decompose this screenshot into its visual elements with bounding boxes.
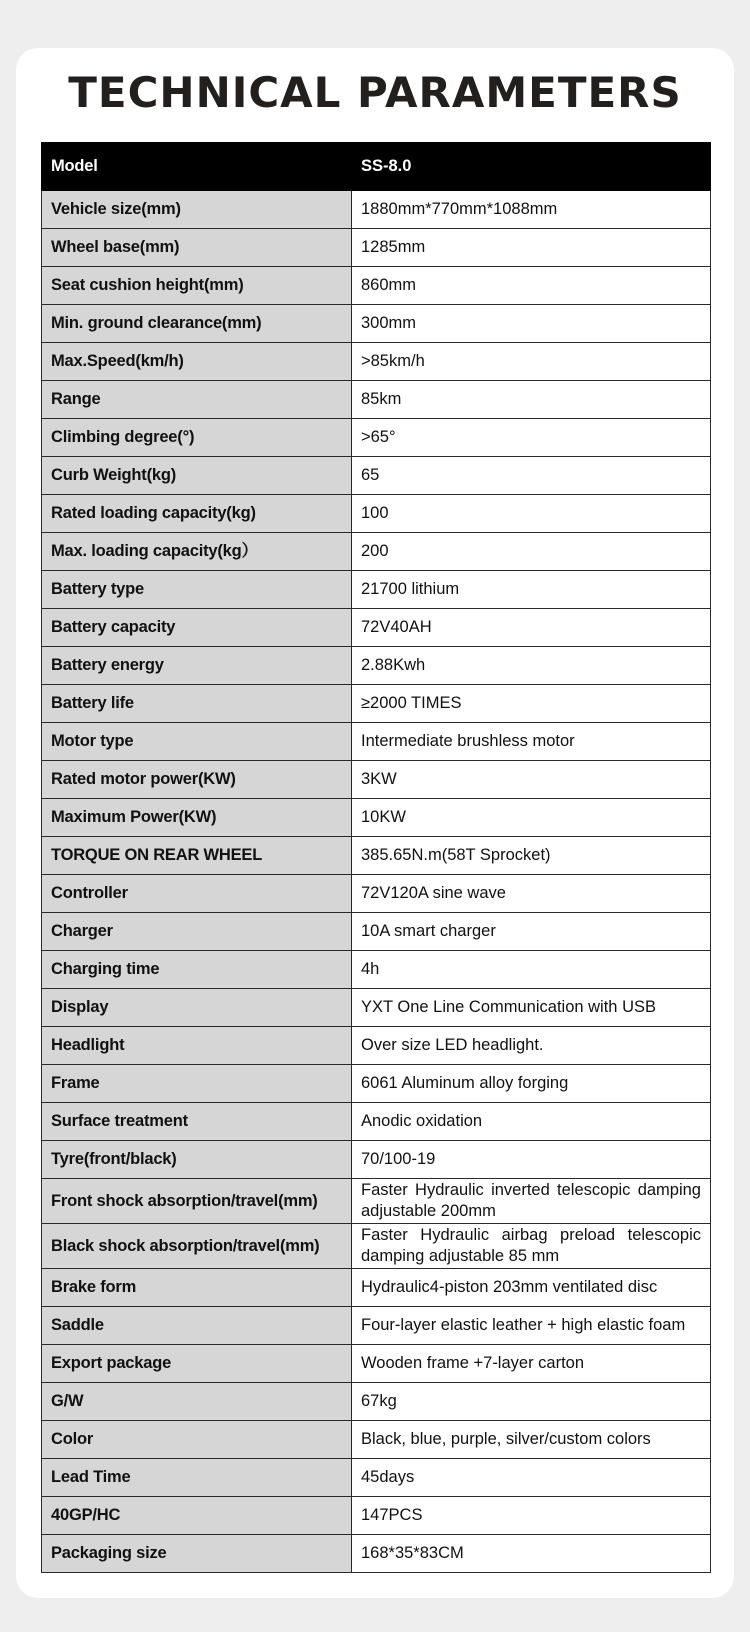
table-row — [42, 419, 711, 457]
spec-value: Four-layer elastic leather + high elastic foam — [352, 1307, 711, 1345]
page-title: TECHNICAL PARAMETERS — [68, 68, 682, 117]
spec-value: Hydraulic4-piston 203mm ventilated disc — [352, 1269, 711, 1307]
spec-value: 10KW — [352, 799, 711, 837]
spec-label: Motor type — [42, 723, 352, 761]
table-row — [42, 1383, 711, 1421]
spec-label: Max. loading capacity(kg） — [42, 533, 352, 571]
spec-value: 100 — [352, 495, 711, 533]
spec-label: Surface treatment — [42, 1103, 352, 1141]
header-label: Model — [42, 143, 352, 191]
table-row — [42, 989, 711, 1027]
table-row — [42, 533, 711, 571]
table-header-row — [42, 143, 711, 191]
table-row — [42, 875, 711, 913]
spec-table — [41, 142, 711, 1573]
spec-value: Faster Hydraulic inverted telescopic damping adjustable 200mm — [352, 1179, 711, 1224]
spec-label: Brake form — [42, 1269, 352, 1307]
spec-label: Front shock absorption/travel(mm) — [42, 1179, 352, 1224]
spec-value: Faster Hydraulic airbag preload telescopic damping adjustable 85 mm — [352, 1224, 711, 1269]
spec-label: Min. ground clearance(mm) — [42, 305, 352, 343]
table-row — [42, 457, 711, 495]
spec-label: Battery type — [42, 571, 352, 609]
spec-label: Packaging size — [42, 1535, 352, 1573]
table-row — [42, 1497, 711, 1535]
spec-value: 300mm — [352, 305, 711, 343]
spec-value: ≥2000 TIMES — [352, 685, 711, 723]
table-row — [42, 913, 711, 951]
spec-label: 40GP/HC — [42, 1497, 352, 1535]
table-row — [42, 799, 711, 837]
spec-label: Max.Speed(km/h) — [42, 343, 352, 381]
spec-label: Rated motor power(KW) — [42, 761, 352, 799]
spec-value: 6061 Aluminum alloy forging — [352, 1065, 711, 1103]
table-row — [42, 1224, 711, 1269]
spec-value: 70/100-19 — [352, 1141, 711, 1179]
table-row — [42, 305, 711, 343]
spec-value: 3KW — [352, 761, 711, 799]
spec-label: Vehicle size(mm) — [42, 191, 352, 229]
table-row — [42, 1421, 711, 1459]
table-row — [42, 951, 711, 989]
table-row — [42, 1269, 711, 1307]
spec-label: G/W — [42, 1383, 352, 1421]
spec-value: 65 — [352, 457, 711, 495]
table-row — [42, 381, 711, 419]
table-row — [42, 1535, 711, 1573]
spec-value: Intermediate brushless motor — [352, 723, 711, 761]
spec-value: 10A smart charger — [352, 913, 711, 951]
table-row — [42, 1027, 711, 1065]
spec-label: Rated loading capacity(kg) — [42, 495, 352, 533]
spec-value: 1880mm*770mm*1088mm — [352, 191, 711, 229]
spec-value: 67kg — [352, 1383, 711, 1421]
table-row — [42, 609, 711, 647]
spec-label: Climbing degree(°) — [42, 419, 352, 457]
spec-label: Range — [42, 381, 352, 419]
spec-label: Wheel base(mm) — [42, 229, 352, 267]
table-row — [42, 1345, 711, 1383]
spec-label: Curb Weight(kg) — [42, 457, 352, 495]
spec-value: 72V40AH — [352, 609, 711, 647]
spec-label: Battery life — [42, 685, 352, 723]
table-row — [42, 647, 711, 685]
spec-value: 21700 lithium — [352, 571, 711, 609]
spec-value: 200 — [352, 533, 711, 571]
spec-value: 168*35*83CM — [352, 1535, 711, 1573]
table-row — [42, 1103, 711, 1141]
table-row — [42, 571, 711, 609]
spec-value: 147PCS — [352, 1497, 711, 1535]
spec-label: Maximum Power(KW) — [42, 799, 352, 837]
table-row — [42, 1141, 711, 1179]
header-value: SS-8.0 — [352, 143, 711, 191]
spec-value: Over size LED headlight. — [352, 1027, 711, 1065]
spec-value: Black, blue, purple, silver/custom colors — [352, 1421, 711, 1459]
spec-value: Anodic oxidation — [352, 1103, 711, 1141]
spec-label: Display — [42, 989, 352, 1027]
table-row — [42, 723, 711, 761]
table-row — [42, 837, 711, 875]
table-row — [42, 267, 711, 305]
spec-value: Wooden frame +7-layer carton — [352, 1345, 711, 1383]
spec-label: Color — [42, 1421, 352, 1459]
spec-label: TORQUE ON REAR WHEEL — [42, 837, 352, 875]
spec-label: Frame — [42, 1065, 352, 1103]
table-row — [42, 685, 711, 723]
spec-value: 45days — [352, 1459, 711, 1497]
spec-value: >65° — [352, 419, 711, 457]
spec-label: Controller — [42, 875, 352, 913]
table-row — [42, 1179, 711, 1224]
spec-label: Black shock absorption/travel(mm) — [42, 1224, 352, 1269]
spec-value: 72V120A sine wave — [352, 875, 711, 913]
spec-label: Battery energy — [42, 647, 352, 685]
spec-label: Lead Time — [42, 1459, 352, 1497]
spec-value: >85km/h — [352, 343, 711, 381]
spec-label: Headlight — [42, 1027, 352, 1065]
table-row — [42, 343, 711, 381]
spec-label: Seat cushion height(mm) — [42, 267, 352, 305]
table-row — [42, 1065, 711, 1103]
spec-label: Tyre(front/black) — [42, 1141, 352, 1179]
table-row — [42, 1459, 711, 1497]
table-row — [42, 761, 711, 799]
table-row — [42, 191, 711, 229]
spec-value: YXT One Line Communication with USB — [352, 989, 711, 1027]
spec-value: 85km — [352, 381, 711, 419]
table-row — [42, 229, 711, 267]
spec-label: Battery capacity — [42, 609, 352, 647]
spec-value: 385.65N.m(58T Sprocket) — [352, 837, 711, 875]
spec-value: 1285mm — [352, 229, 711, 267]
table-row — [42, 495, 711, 533]
spec-value: 4h — [352, 951, 711, 989]
table-row — [42, 1307, 711, 1345]
spec-label: Export package — [42, 1345, 352, 1383]
spec-value: 860mm — [352, 267, 711, 305]
spec-label: Saddle — [42, 1307, 352, 1345]
spec-label: Charging time — [42, 951, 352, 989]
spec-value: 2.88Kwh — [352, 647, 711, 685]
spec-label: Charger — [42, 913, 352, 951]
